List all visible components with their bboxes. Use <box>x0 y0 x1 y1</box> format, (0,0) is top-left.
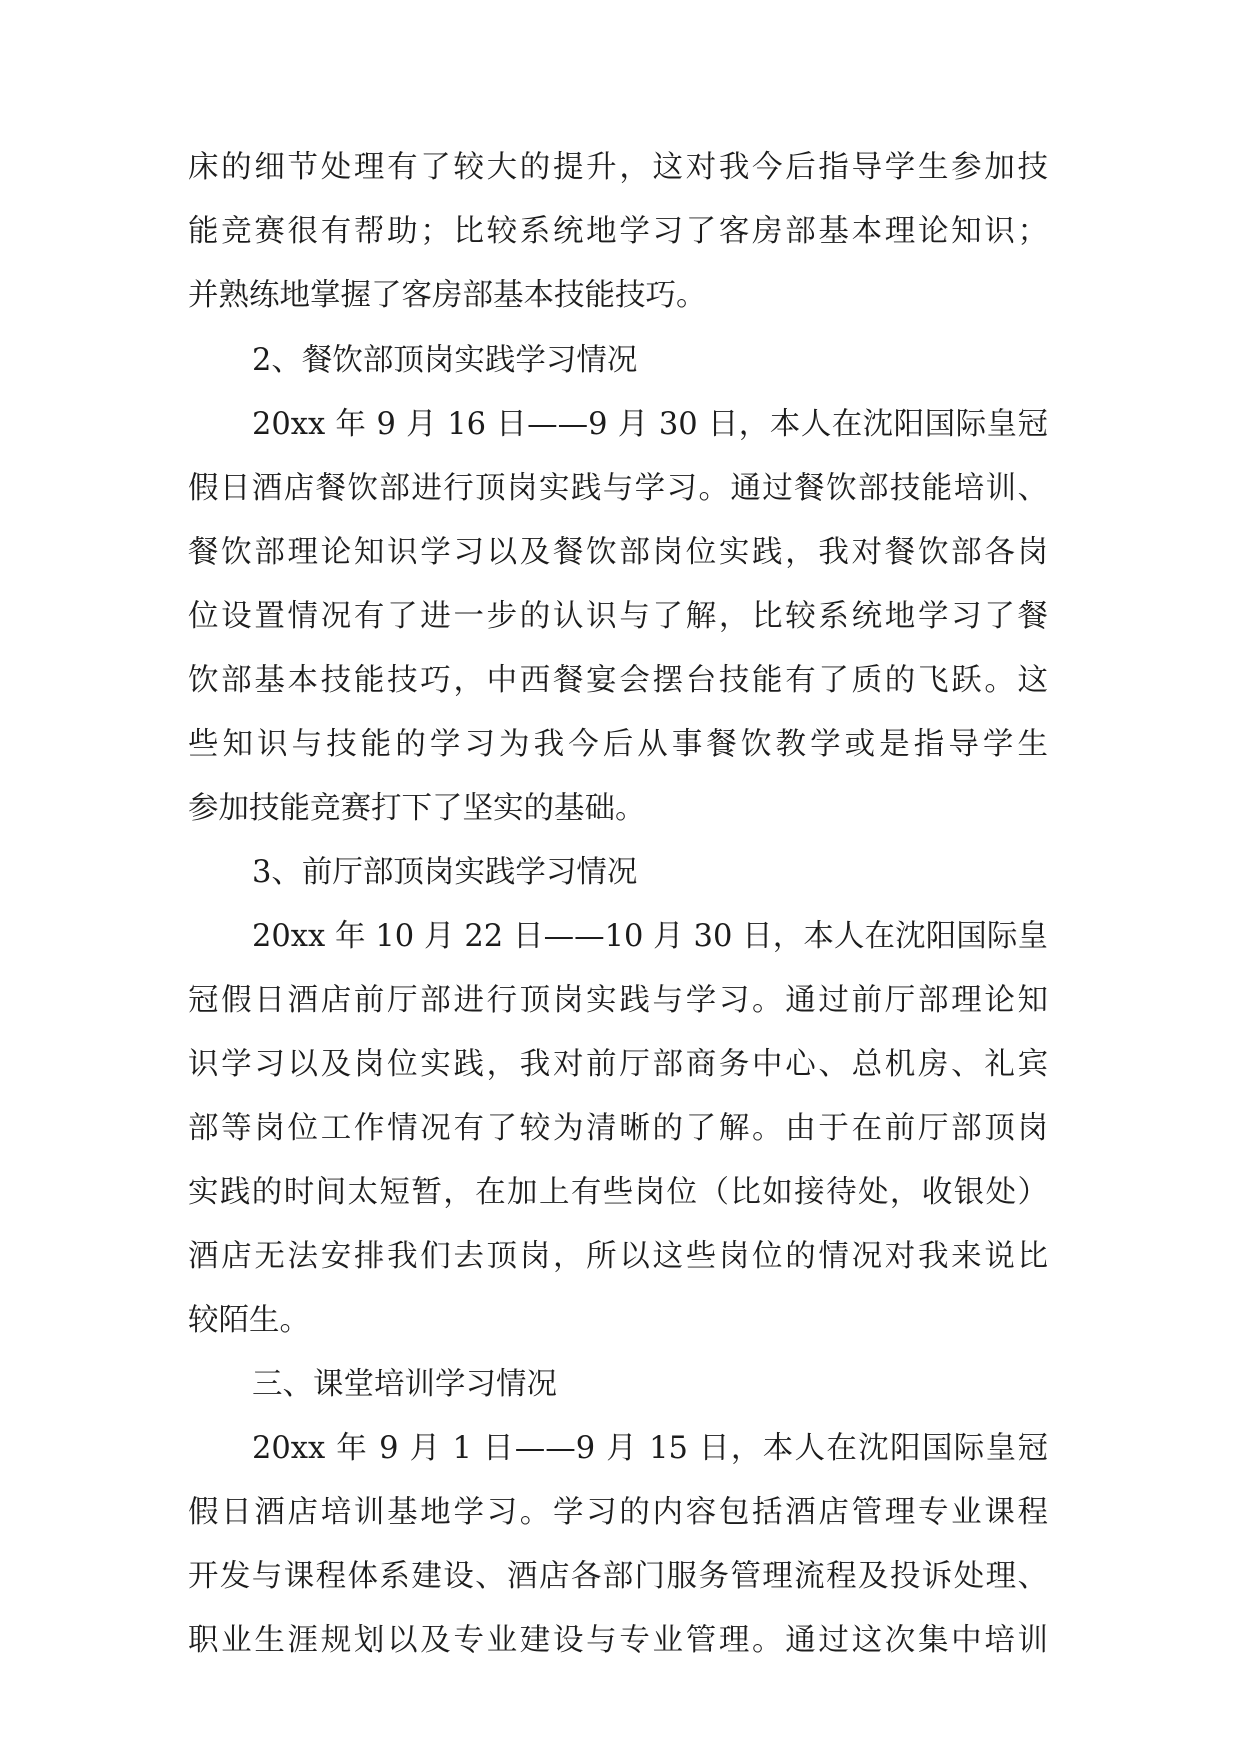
text-line: 识学习以及岗位实践，我对前厅部商务中心、总机房、礼宾 <box>188 1047 1048 1082</box>
text-line: 参加技能竞赛打下了坚实的基础。 <box>188 791 646 826</box>
text-line: 冠假日酒店前厅部进行顶岗实践与学习。通过前厅部理论知 <box>188 983 1048 1018</box>
text-line: 假日酒店餐饮部进行顶岗实践与学习。通过餐饮部技能培训、 <box>188 471 1048 506</box>
section-heading: 2、餐饮部顶岗实践学习情况 <box>252 343 638 378</box>
text-line: 20xx 年 9 月 16 日——9 月 30 日，本人在沈阳国际皇冠 <box>252 407 1048 442</box>
text-line: 饮部基本技能技巧，中西餐宴会摆台技能有了质的飞跃。这 <box>188 663 1048 698</box>
text-line: 位设置情况有了进一步的认识与了解，比较系统地学习了餐 <box>188 599 1048 634</box>
text-line: 20xx 年 9 月 1 日——9 月 15 日，本人在沈阳国际皇冠 <box>252 1431 1048 1466</box>
text-line: 酒店无法安排我们去顶岗，所以这些岗位的情况对我来说比 <box>188 1239 1048 1274</box>
text-line: 并熟练地掌握了客房部基本技能技巧。 <box>188 278 707 313</box>
text-line: 20xx 年 10 月 22 日——10 月 30 日，本人在沈阳国际皇 <box>252 919 1048 954</box>
section-heading: 3、前厅部顶岗实践学习情况 <box>252 855 638 890</box>
section-heading: 三、课堂培训学习情况 <box>252 1367 557 1402</box>
text-line: 实践的时间太短暂，在加上有些岗位（比如接待处，收银处） <box>188 1175 1048 1210</box>
text-line: 能竞赛很有帮助；比较系统地学习了客房部基本理论知识； <box>188 214 1048 249</box>
text-line: 部等岗位工作情况有了较为清晰的了解。由于在前厅部顶岗 <box>188 1111 1048 1146</box>
text-line: 假日酒店培训基地学习。学习的内容包括酒店管理专业课程 <box>188 1495 1048 1530</box>
text-line: 开发与课程体系建设、酒店各部门服务管理流程及投诉处理、 <box>188 1559 1048 1594</box>
text-line: 职业生涯规划以及专业建设与专业管理。通过这次集中培训 <box>188 1623 1048 1658</box>
text-line: 餐饮部理论知识学习以及餐饮部岗位实践，我对餐饮部各岗 <box>188 535 1048 570</box>
text-line: 较陌生。 <box>188 1303 310 1338</box>
text-line: 些知识与技能的学习为我今后从事餐饮教学或是指导学生 <box>188 727 1048 762</box>
text-line: 床的细节处理有了较大的提升，这对我今后指导学生参加技 <box>188 150 1048 185</box>
